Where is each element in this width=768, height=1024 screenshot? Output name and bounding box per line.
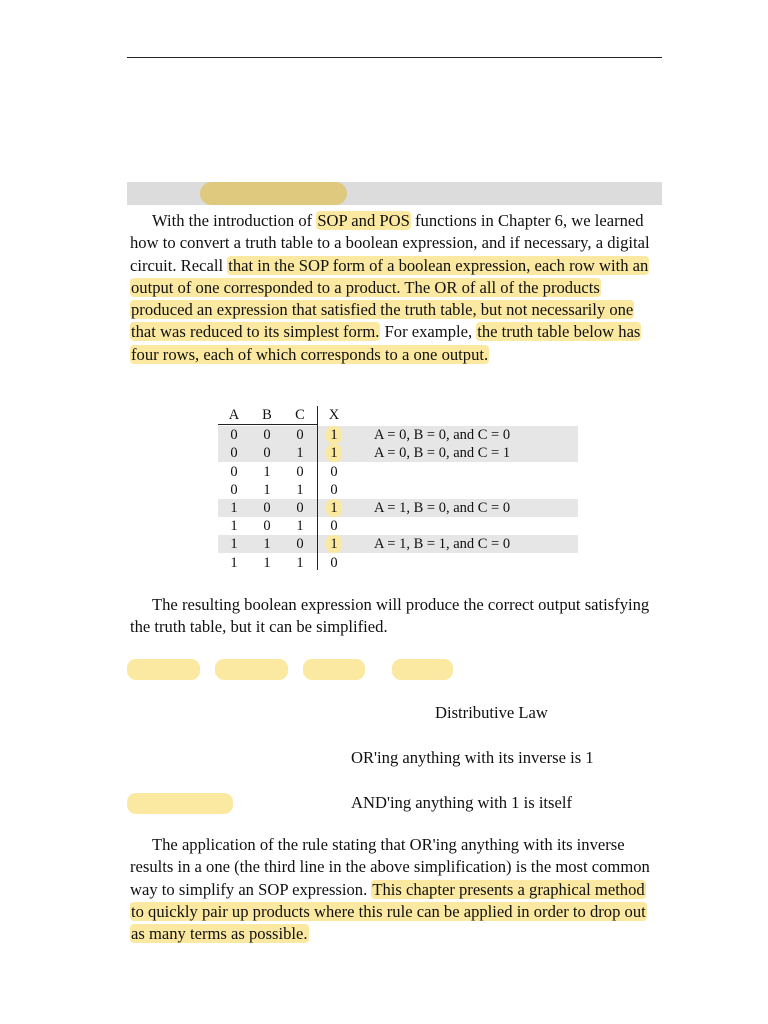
cell-c: 0 — [296, 427, 304, 444]
equation-highlight — [127, 659, 200, 680]
highlight: This chapter presents a graphical method to quickly pair up products where this rule can be applied in order to drop out as many terms as possible. — [131, 879, 646, 944]
cell-c: 1 — [296, 445, 304, 462]
cell-x: 0 — [330, 481, 338, 498]
header-x: X — [328, 407, 340, 423]
cell-a: 1 — [230, 536, 238, 553]
truth-table-row — [218, 481, 578, 499]
cell-c: 1 — [296, 554, 304, 571]
highlight: that in the SOP form of a boolean expression, each row with an output of one corresponded to a product. The OR of all of the products produced an expression that satisfied the truth table, but not necessarily one that was reduced to its simplest form. — [131, 255, 649, 342]
cell-b: 0 — [263, 518, 271, 535]
cell-x: 1 — [326, 499, 342, 517]
header-b: B — [262, 407, 272, 423]
cell-c: 1 — [296, 481, 304, 498]
equation-highlight — [303, 659, 365, 680]
cell-b: 0 — [263, 445, 271, 462]
cell-x: 0 — [330, 463, 338, 480]
cell-x: 0 — [330, 554, 338, 571]
result-paragraph — [130, 594, 658, 639]
cell-b: 0 — [263, 500, 271, 516]
text: The application of the rule stating that OR'ing anything with its inverse results in a one (the third line in the above simplification) is the most common way to simplify an SOP expression. — [130, 835, 650, 899]
cell-x: 1 — [326, 444, 342, 462]
text: functions in Chapter 6, we learned how to convert a truth table to a boolean expression, and if necessary, a digital circuit. Recall — [130, 211, 650, 275]
cell-b: 1 — [263, 463, 271, 480]
truth-table-row — [218, 517, 578, 535]
cell-a: 1 — [230, 554, 238, 571]
law-identity: AND'ing anything with 1 is itself — [351, 793, 573, 812]
cell-b: 1 — [263, 554, 271, 571]
cell-c: 1 — [296, 518, 304, 535]
highlight: SOP and POS — [317, 211, 410, 230]
cell-b: 0 — [263, 427, 271, 444]
text: With the introduction of — [152, 211, 317, 230]
truth-table-row — [218, 499, 578, 517]
intro-paragraph — [130, 210, 658, 366]
truth-table-row — [218, 554, 578, 572]
truth-table-row — [218, 463, 578, 481]
cell-a: 0 — [230, 463, 238, 480]
text: The resulting boolean expression will produce the correct output satisfying the truth table, but it can be simplified. — [130, 595, 650, 637]
header-a: A — [228, 407, 240, 423]
table-divider-vertical — [317, 406, 318, 570]
truth-table-row — [218, 535, 578, 553]
row-note: A = 0, B = 0, and C = 0 — [374, 427, 511, 444]
cell-c: 0 — [296, 536, 304, 553]
equation-highlight — [127, 793, 233, 814]
text: For example, — [380, 322, 477, 342]
cell-a: 0 — [230, 427, 238, 444]
cell-a: 0 — [230, 445, 238, 462]
row-note: A = 1, B = 0, and C = 0 — [374, 500, 511, 516]
law-distributive: Distributive Law — [435, 703, 548, 722]
cell-c: 0 — [296, 500, 304, 516]
header-rule — [127, 57, 662, 58]
conclusion-paragraph — [130, 834, 658, 945]
equation-highlight — [215, 659, 288, 680]
row-note: A = 1, B = 1, and C = 0 — [374, 536, 511, 553]
truth-table-row — [218, 426, 578, 444]
cell-a: 1 — [230, 518, 238, 535]
cell-a: 0 — [230, 481, 238, 498]
equation-highlight — [392, 659, 453, 680]
header-c: C — [295, 407, 305, 423]
row-note: A = 0, B = 0, and C = 1 — [374, 445, 511, 462]
cell-x: 1 — [326, 426, 342, 444]
highlight: the truth table below has four rows, each of which corresponds to a one output. — [131, 322, 641, 364]
cell-x: 1 — [326, 535, 342, 553]
cell-x: 0 — [330, 518, 338, 535]
truth-table-row — [218, 444, 578, 462]
section-title-highlight — [200, 182, 347, 205]
truth-table-header — [218, 406, 578, 424]
cell-c: 0 — [296, 463, 304, 480]
cell-a: 1 — [230, 500, 238, 516]
cell-b: 1 — [263, 481, 271, 498]
law-inverse: OR'ing anything with its inverse is 1 — [351, 748, 594, 767]
table-divider-horizontal — [218, 424, 318, 425]
cell-b: 1 — [263, 536, 271, 553]
